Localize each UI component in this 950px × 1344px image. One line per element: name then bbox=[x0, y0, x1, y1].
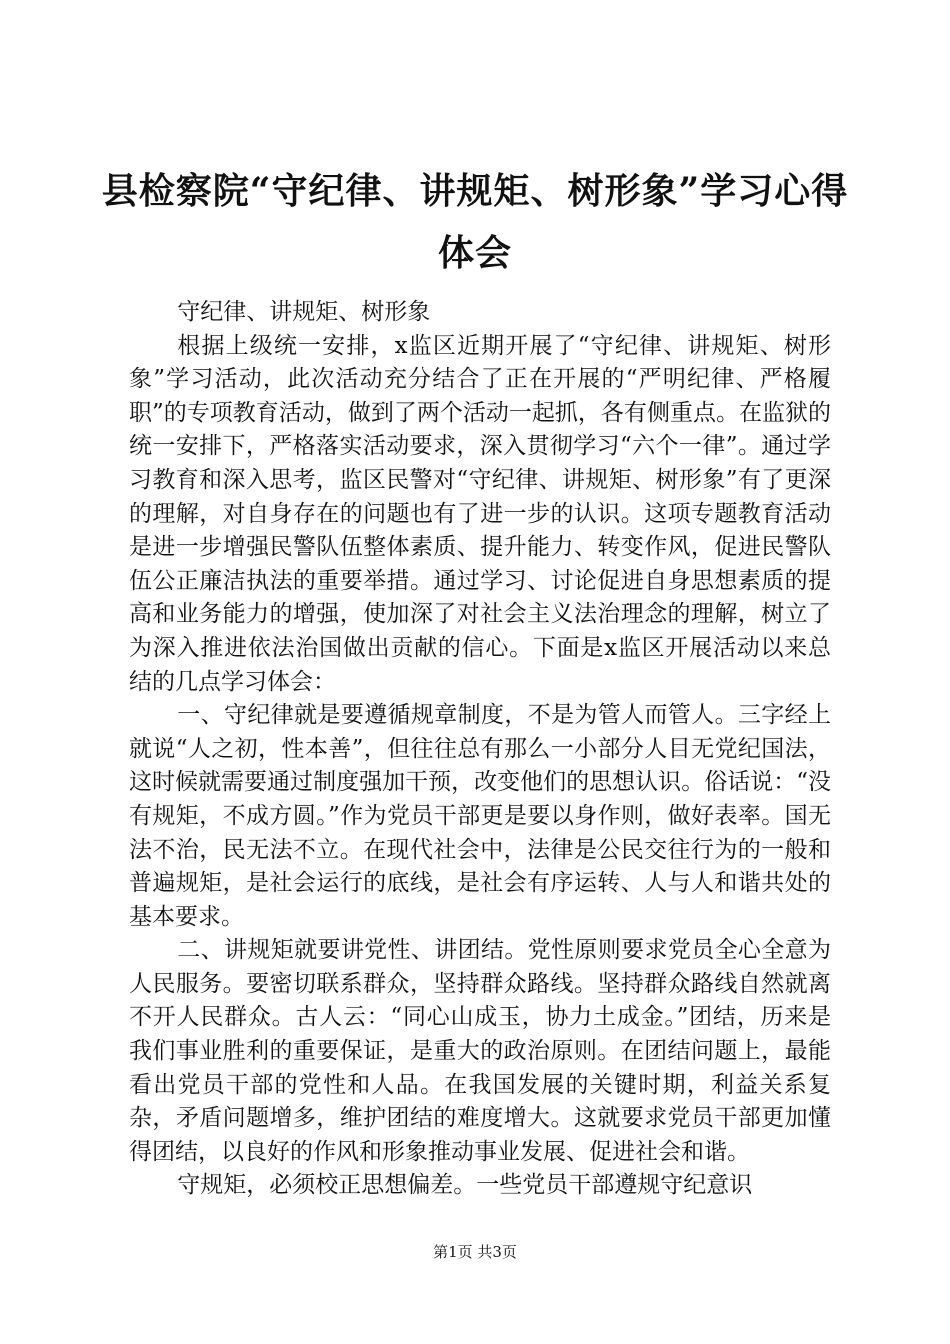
document-title: 县检察院“守纪律、讲规矩、树形象”学习心得体会 bbox=[101, 170, 849, 274]
paragraph-point-one: 一、守纪律就是要遵循规章制度，不是为管人而管人。三字经上就说“人之初，性本善”，但往往总有那么一小部分人目无党纪国法，这时候就需要通过制度强加干预，改变他们的思想认识。俗话说：“没有规矩，不成方圆。”作为党员干部更是要以身作则，做好表率。国无法不治，民无法不立。在现代社会中，法律是公民交往行为的一般和普遍规矩，是社会运行的底线，是社会有序运转、人与人和谐共处的基本要求。 bbox=[129, 702, 831, 930]
paragraph-subtitle: 守纪律、讲规矩、树形象 bbox=[177, 299, 431, 325]
document-body bbox=[129, 296, 831, 1203]
paragraph-intro: 根据上级统一安排，x监区近期开展了“守纪律、讲规矩、树形象”学习活动，此次活动充分结合了正在开展的“严明纪律、严格履职”的专项教育活动，做到了两个活动一起抓，各有侧重点。在监狱的统一安排下，严格落实活动要求，深入贯彻学习“六个一律”。通过学习教育和深入思考，监区民警对“守纪律、讲规矩、树形象”有了更深的理解，对自身存在的问题也有了进一步的认识。这项专题教育活动是进一步增强民警队伍整体素质、提升能力、转变作风，促进民警队伍公正廉洁执法的重要举措。通过学习、讨论促进自身思想素质的提高和业务能力的增强，使加深了对社会主义法治理念的理解，树立了为深入推进依法治国做出贡献的信心。下面是x监区开展活动以来总结的几点学习体会： bbox=[129, 332, 831, 695]
page-footer: 第1页 共3页 bbox=[433, 1243, 517, 1261]
paragraph-point-two: 二、讲规矩就要讲党性、讲团结。党性原则要求党员全心全意为人民服务。要密切联系群众，坚持群众路线。坚持群众路线自然就离不开人民群众。古人云：“同心山成玉，协力土成金。”团结，历来是我们事业胜利的重要保证，是重大的政治原则。在团结问题上，最能看出党员干部的党性和人品。在我国发展的关键时期，利益关系复杂，矛盾问题增多，维护团结的难度增大。这就要求党员干部更加懂得团结，以良好的作风和形象推动事业发展、促进社会和谐。 bbox=[129, 937, 831, 1165]
paragraph-rules: 守规矩，必须校正思想偏差。一些党员干部遵规守纪意识 bbox=[177, 1172, 753, 1199]
